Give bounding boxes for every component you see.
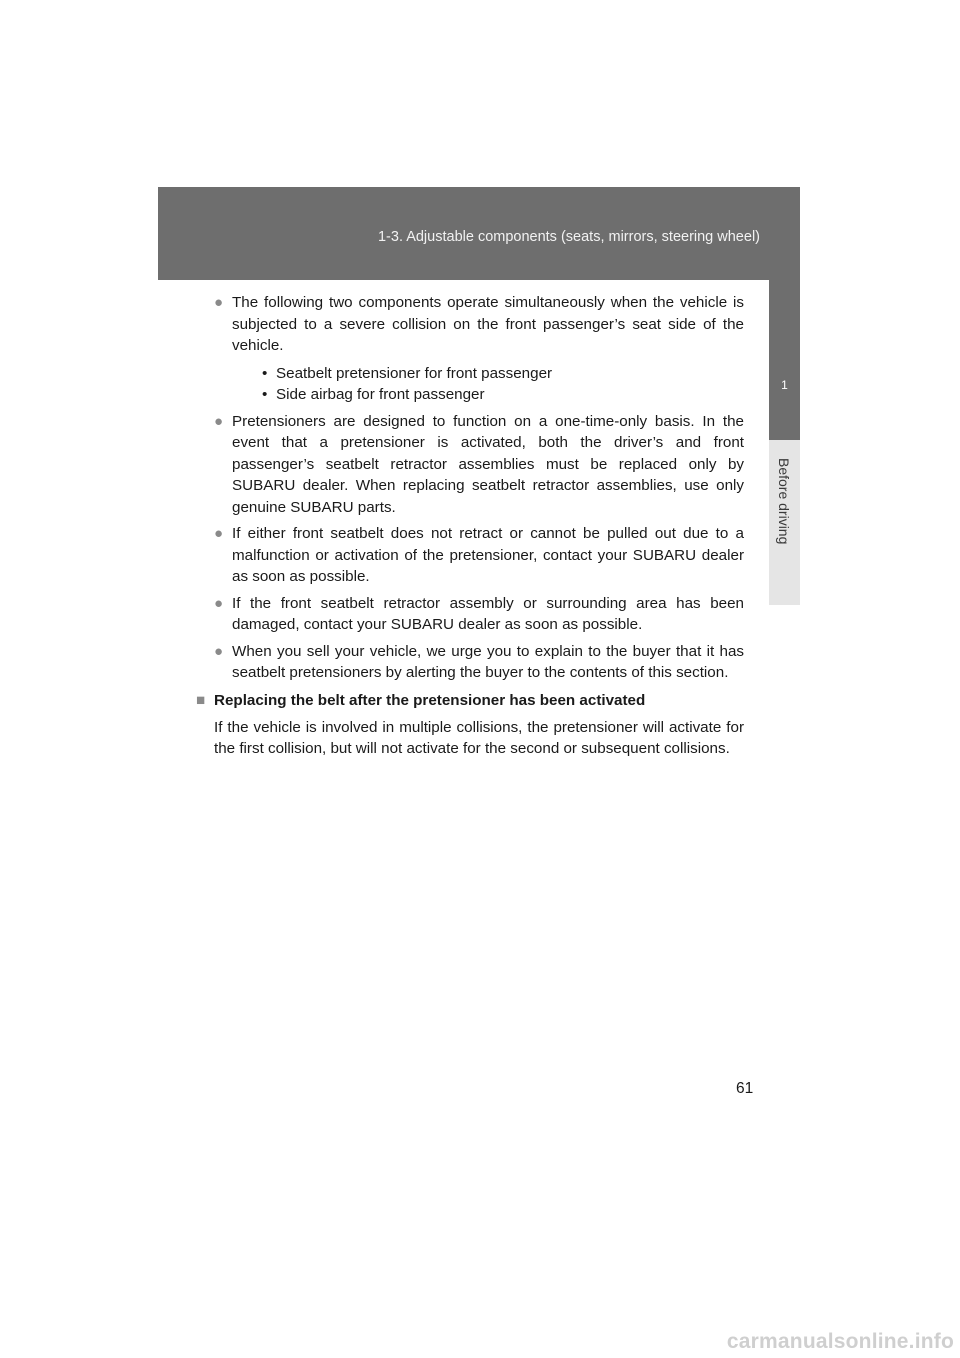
- bullet-dot-icon: ●: [214, 525, 224, 542]
- sub-bullet-dot-icon: •: [262, 386, 268, 403]
- sub-bullet-dot-icon: •: [262, 364, 268, 382]
- bullet-text: The following two components operate simultaneously when the vehicle is subjected to a severe collision on the front passenger’s seat side of the vehicle.: [232, 294, 744, 354]
- bullet-item: [214, 411, 744, 519]
- section-replacing-belt: [196, 690, 744, 760]
- page-number: 61: [736, 1080, 754, 1097]
- sub-bullet-text: Side airbag for front passenger: [276, 386, 485, 403]
- section-heading: [196, 690, 744, 712]
- sub-bullet-item: [232, 363, 744, 385]
- sub-bullet-text: Seatbelt pretensioner for front passenger: [276, 364, 553, 382]
- bullet-text: If the front seatbelt retractor assembly or surrounding area has been damaged, contact your SUBARU dealer as soon as possible.: [232, 594, 744, 633]
- bullet-dot-icon: ●: [214, 594, 224, 612]
- bullet-item: [214, 593, 744, 636]
- bullet-item: [214, 292, 744, 406]
- bullet-text: If either front seatbelt does not retract or cannot be pulled out due to a malfunction or activation of the pretensioner, contact your SUBARU dealer as soon as possible.: [232, 525, 744, 585]
- chapter-tab: [769, 280, 800, 440]
- chapter-tab-label: Before driving: [776, 458, 792, 545]
- chapter-header-bar: [158, 187, 800, 280]
- sub-bullet-item: [232, 384, 744, 406]
- chapter-title: 1-3. Adjustable components (seats, mirrors, steering wheel): [377, 229, 760, 245]
- bullet-dot-icon: ●: [214, 412, 224, 430]
- bullet-dot-icon: ●: [214, 294, 224, 311]
- section-heading-text: Replacing the belt after the pretensioner has been activated: [214, 692, 646, 709]
- bullet-text: Pretensioners are designed to function on a one-time-only basis. In the event that a pretensioner is activated, both the driver’s and front passenger’s seatbelt retractor assemblies must be replaced only by SUBARU dealer. When replacing seatbelt retractor assemblies, use only genuine SUBARU parts.: [232, 412, 744, 516]
- bullet-dot-icon: ●: [214, 642, 224, 660]
- bullet-item: [214, 641, 744, 684]
- bullet-item: [214, 523, 744, 588]
- bullet-list: [214, 292, 744, 689]
- chapter-tab-number: 1: [781, 378, 788, 392]
- watermark: carmanualsonline.info: [726, 1330, 954, 1353]
- section-body: If the vehicle is involved in multiple collisions, the pretensioner will activate for the first collision, but will not activate for the second or subsequent collisions.: [214, 718, 744, 757]
- square-marker-icon: ■: [196, 692, 206, 709]
- bullet-text: When you sell your vehicle, we urge you to explain to the buyer that it has seatbelt pretensioners by alerting the buyer to the contents of this section.: [232, 642, 744, 681]
- sub-bullet-list: [232, 363, 744, 406]
